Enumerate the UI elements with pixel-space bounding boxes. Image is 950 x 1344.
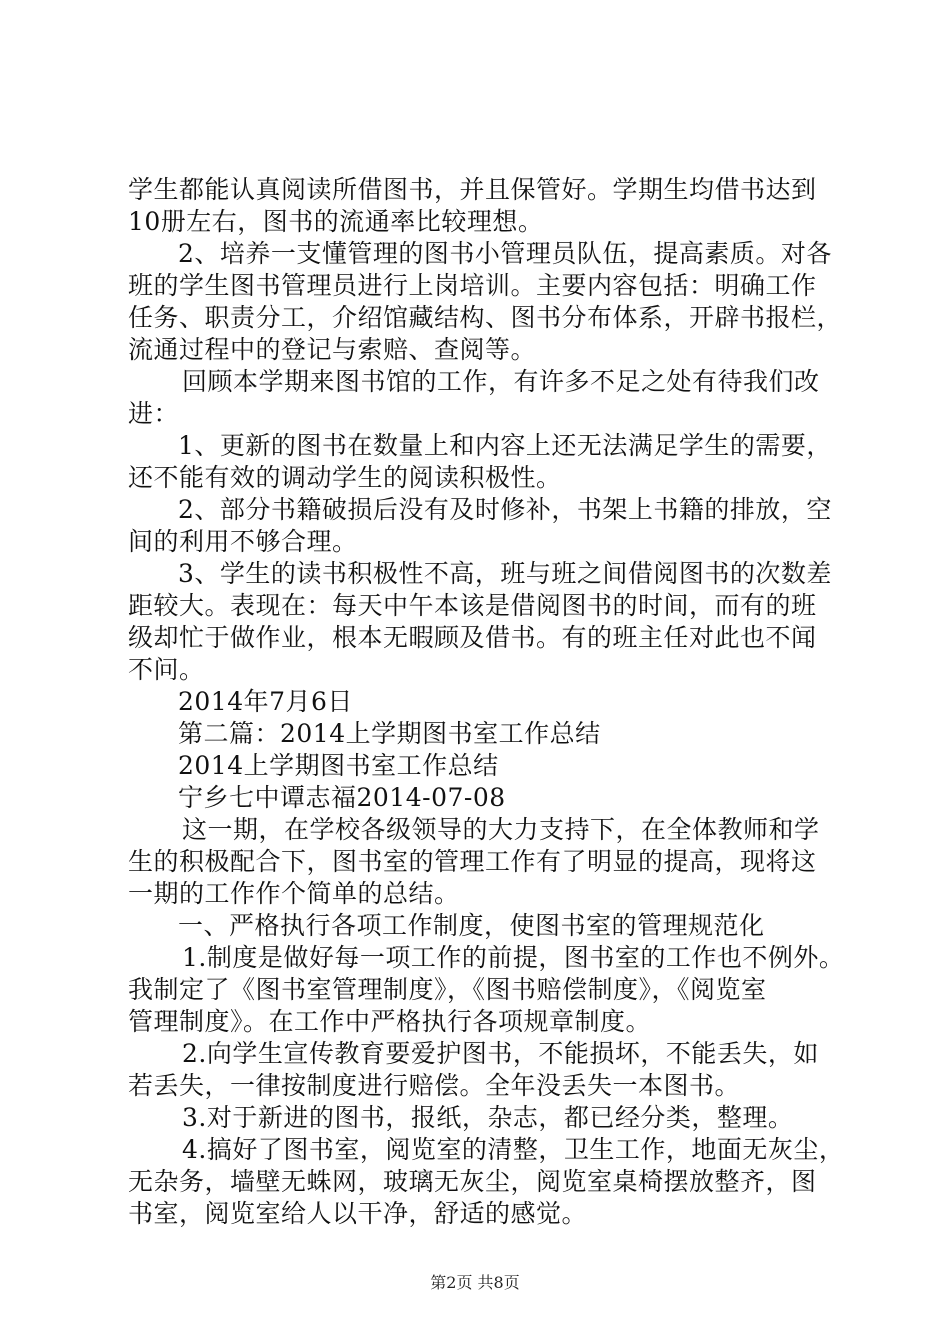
text-line: 第二篇：2014上学期图书室工作总结: [178, 719, 601, 748]
text-line: 2、部分书籍破损后没有及时修补，书架上书籍的排放，空: [178, 495, 832, 524]
text-line: 管理制度》。在工作中严格执行各项规章制度。: [128, 1007, 652, 1036]
text-line: 距较大。表现在：每天中午本该是借阅图书的时间，而有的班: [128, 591, 817, 620]
text-line: 任务、职责分工，介绍馆藏结构、图书分布体系，开辟书报栏，: [128, 303, 843, 332]
text-line: 2014上学期图书室工作总结: [178, 751, 499, 780]
text-line: 不问。: [128, 655, 205, 684]
text-line: 2014年7月6日: [178, 687, 353, 716]
text-line: 4.搞好了图书室，阅览室的清整，卫生工作，地面无灰尘，: [182, 1135, 845, 1164]
document-body: [128, 174, 845, 1230]
text-line: 流通过程中的登记与索赔、查阅等。: [128, 335, 537, 364]
text-line: 这一期，在学校各级领导的大力支持下，在全体教师和学: [182, 815, 820, 844]
text-line: 1、更新的图书在数量上和内容上还无法满足学生的需要，: [178, 431, 832, 460]
text-line: 无杂务，墙壁无蛛网，玻璃无灰尘，阅览室桌椅摆放整齐，图: [128, 1167, 817, 1196]
text-line: 3.对于新进的图书，报纸，杂志，都已经分类，整理。: [182, 1103, 794, 1132]
text-line: 10册左右，图书的流通率比较理想。: [128, 207, 544, 236]
text-line: 班的学生图书管理员进行上岗培训。主要内容包括：明确工作: [128, 271, 817, 300]
text-line: 1.制度是做好每一项工作的前提，图书室的工作也不例外。: [182, 943, 845, 972]
text-line: 若丢失，一律按制度进行赔偿。全年没丢失一本图书。: [128, 1071, 741, 1100]
text-line: 学生都能认真阅读所借图书，并且保管好。学期生均借书达到: [128, 175, 817, 204]
text-line: 书室，阅览室给人以干净，舒适的感觉。: [128, 1199, 588, 1228]
text-line: 宁乡七中谭志福2014-07-08: [178, 783, 506, 812]
text-line: 还不能有效的调动学生的阅读积极性。: [128, 463, 562, 492]
text-line: 回顾本学期来图书馆的工作，有许多不足之处有待我们改: [182, 367, 820, 396]
text-line: 我制定了《图书室管理制度》，《图书赔偿制度》，《阅览室: [128, 975, 767, 1004]
text-line: 一、严格执行各项工作制度，使图书室的管理规范化: [178, 911, 765, 940]
text-line: 进：: [128, 399, 180, 428]
text-line: 级却忙于做作业，根本无暇顾及借书。有的班主任对此也不闻: [128, 623, 817, 652]
text-line: 2.向学生宣传教育要爱护图书，不能损坏，不能丢失，如: [182, 1039, 819, 1068]
text-line: 间的利用不够合理。: [128, 527, 358, 556]
text-line: 3、学生的读书积极性不高，班与班之间借阅图书的次数差: [178, 559, 832, 588]
text-line: 生的积极配合下，图书室的管理工作有了明显的提高，现将这: [128, 847, 817, 876]
page-footer: 第2页 共8页: [430, 1273, 520, 1292]
text-line: 一期的工作作个简单的总结。: [128, 879, 460, 908]
text-line: 2、培养一支懂管理的图书小管理员队伍，提高素质。对各: [178, 239, 832, 268]
